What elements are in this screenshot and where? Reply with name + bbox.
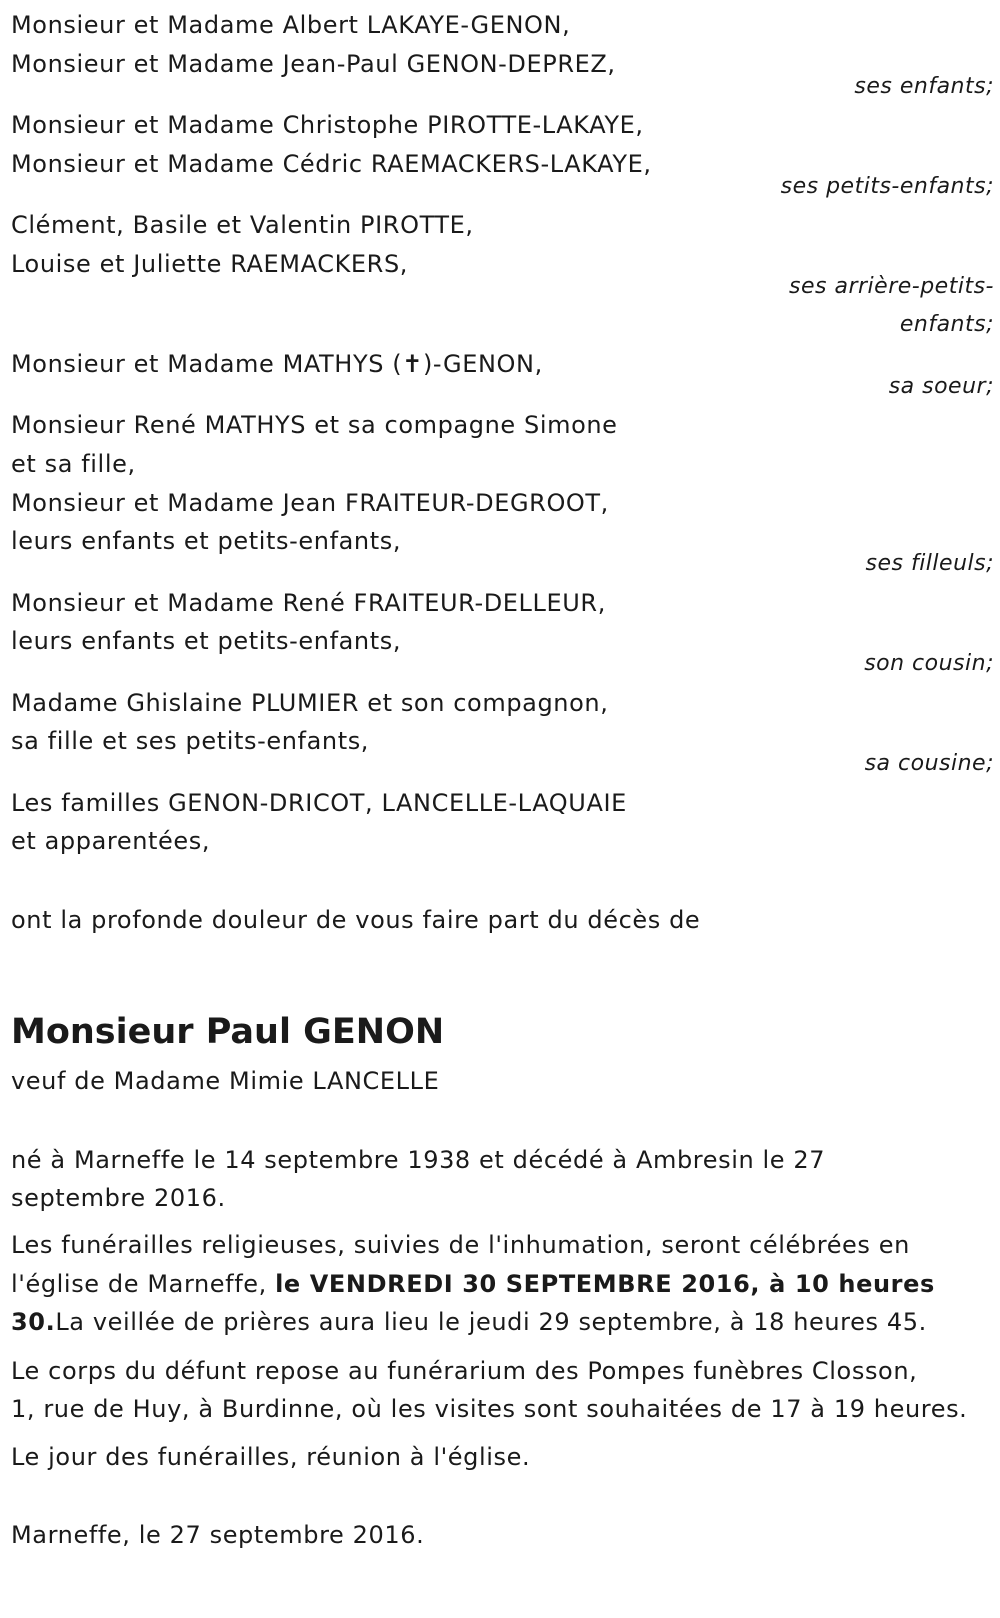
vigil-text: La veillée de prières aura lieu le jeudi 29 septembre, à 18 heures 45. <box>55 1308 927 1336</box>
family-line: Les familles GENON-DRICOT, LANCELLE-LAQUAIE <box>11 789 627 817</box>
family-line: et apparentées, <box>11 827 211 855</box>
birth-death-text: septembre 2016. <box>11 1184 226 1212</box>
rest-text: 1, rue de Huy, à Burdinne, où les visites sont souhaitées de 17 à 19 heures. <box>11 1395 968 1423</box>
reunion-text: Le jour des funérailles, réunion à l'église. <box>11 1443 531 1471</box>
relation-label: son cousin; <box>864 651 994 676</box>
funeral-text: Les funérailles religieuses, suivies de l'inhumation, seront célébrées en <box>11 1231 910 1259</box>
family-line: Monsieur et Madame Jean FRAITEUR-DEGROOT, <box>11 489 609 517</box>
family-line: Clément, Basile et Valentin PIROTTE, <box>11 211 474 239</box>
place-date: Marneffe, le 27 septembre 2016. <box>11 1521 425 1549</box>
family-line: Louise et Juliette RAEMACKERS, <box>11 250 409 278</box>
relation-label: ses enfants; <box>854 74 994 99</box>
relation-label: sa soeur; <box>888 374 994 399</box>
rest-text: Le corps du défunt repose au funérarium des Pompes funèbres Closson, <box>11 1357 918 1385</box>
relation-label: ses petits-enfants; <box>780 174 994 199</box>
deceased-name: Monsieur Paul GENON <box>11 1012 445 1052</box>
family-line: Monsieur et Madame Jean-Paul GENON-DEPREZ, <box>11 50 616 78</box>
family-line: sa fille et ses petits-enfants, <box>11 727 370 755</box>
relation-label: ses filleuls; <box>865 551 994 576</box>
family-line: leurs enfants et petits-enfants, <box>11 527 402 555</box>
family-line: Monsieur René MATHYS et sa compagne Simone <box>11 411 618 439</box>
relation-label: ses arrière-petits- <box>789 274 994 299</box>
family-line: et sa fille, <box>11 450 136 478</box>
funeral-text <box>11 1264 935 1304</box>
family-line: Monsieur et Madame Cédric RAEMACKERS-LAKAYE, <box>11 150 652 178</box>
family-line: Madame Ghislaine PLUMIER et son compagnon, <box>11 689 609 717</box>
birth-death-text: né à Marneffe le 14 septembre 1938 et décédé à Ambresin le 27 <box>11 1146 826 1174</box>
relation-label: enfants; <box>899 312 994 337</box>
family-line: Monsieur et Madame Christophe PIROTTE-LAKAYE, <box>11 111 644 139</box>
relation-label: sa cousine; <box>864 751 994 776</box>
funeral-place: l'église de Marneffe, <box>11 1270 276 1298</box>
family-line: leurs enfants et petits-enfants, <box>11 627 402 655</box>
funeral-date: le VENDREDI 30 SEPTEMBRE 2016, à 10 heures <box>275 1270 935 1298</box>
family-line: Monsieur et Madame MATHYS (✝)-GENON, <box>11 350 543 378</box>
family-line: Monsieur et Madame René FRAITEUR-DELLEUR, <box>11 589 606 617</box>
funeral-time: 30. <box>11 1308 56 1336</box>
announcement-text: ont la profonde douleur de vous faire part du décès de <box>11 906 701 934</box>
widower-text: veuf de Madame Mimie LANCELLE <box>11 1067 440 1095</box>
family-line: Monsieur et Madame Albert LAKAYE-GENON, <box>11 11 571 39</box>
funeral-text <box>11 1302 927 1342</box>
